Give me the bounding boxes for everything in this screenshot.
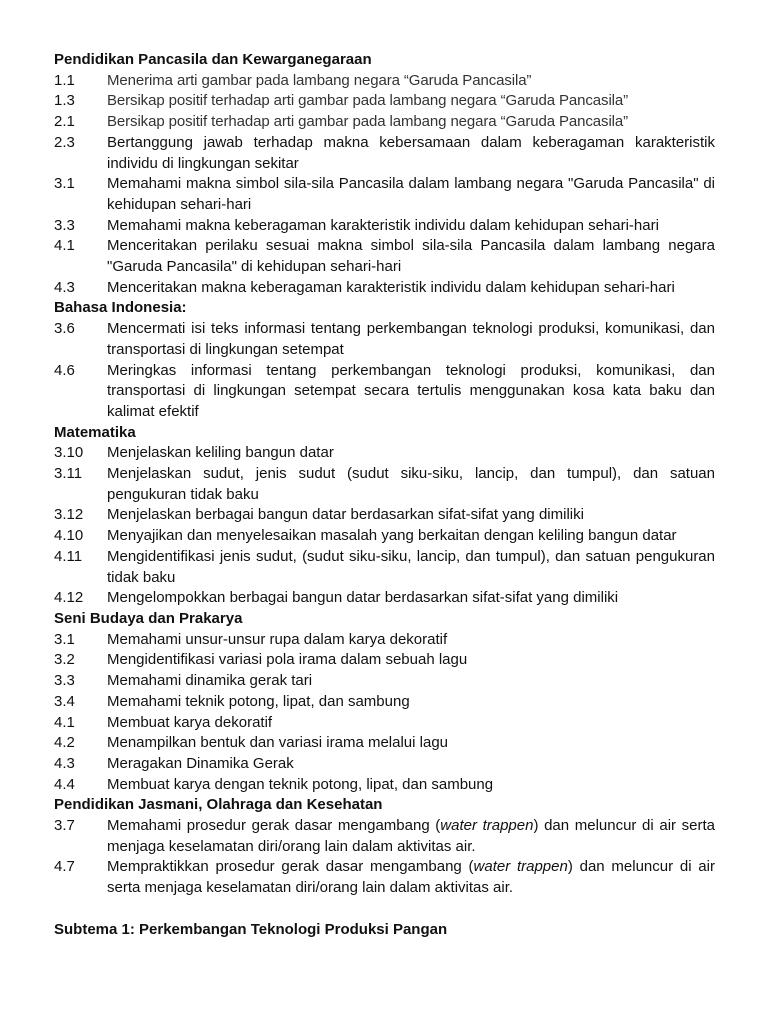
section-heading: Matematika: [54, 423, 136, 441]
subtheme-title: Subtema 1: Perkembangan Teknologi Produksi Pangan: [54, 920, 448, 938]
section-heading: Bahasa Indonesia:: [54, 299, 187, 317]
competency-text: Menerima arti gambar pada lambang negara “Garuda Pancasila”: [107, 71, 532, 89]
section: [54, 50, 715, 298]
italic-term: water trappen: [440, 817, 534, 835]
competency-text: Meringkas informasi tentang perkembangan teknologi produksi, komunikasi, dan transportasi di lingkungan setempat secara tertulis menggunakan kosa kata baku dan kalimat efektif: [107, 361, 715, 420]
competency-number: 3.4: [54, 692, 75, 710]
competency-item: [54, 816, 715, 857]
italic-term: water trappen: [473, 858, 568, 876]
competency-item: [54, 361, 715, 423]
competency-item: [54, 733, 715, 754]
competency-text: [107, 816, 715, 857]
competency-text: Memahami makna simbol sila-sila Pancasila dalam lambang negara "Garuda Pancasila" di kehidupan sehari-hari: [107, 175, 715, 213]
competency-item: [54, 630, 715, 651]
competency-item: [54, 216, 715, 237]
competency-item: [54, 692, 715, 713]
competency-number: 3.7: [54, 817, 75, 835]
competency-item: [54, 464, 715, 505]
competency-number: 4.1: [54, 237, 75, 255]
competency-text: Memahami teknik potong, lipat, dan sambung: [107, 692, 410, 710]
section: [54, 609, 715, 795]
competency-text: Menjelaskan sudut, jenis sudut (sudut siku-siku, lancip, dan tumpul), dan satuan pengukuran tidak baku: [107, 465, 715, 503]
section-heading: Pendidikan Pancasila dan Kewarganegaraan: [54, 51, 372, 68]
competency-number: 3.1: [54, 175, 75, 193]
competency-number: 4.1: [54, 713, 75, 731]
section-heading: Pendidikan Jasmani, Olahraga dan Kesehatan: [54, 796, 383, 814]
competency-number: 3.11: [54, 465, 83, 483]
competency-text: Meragakan Dinamika Gerak: [107, 754, 294, 772]
blank-line: [54, 899, 715, 920]
competency-item: [54, 754, 715, 775]
competency-text: Memahami makna keberagaman karakteristik individu dalam kehidupan sehari-hari: [107, 216, 659, 234]
competency-text: Mengelompokkan berbagai bangun datar berdasarkan sifat-sifat yang dimiliki: [107, 589, 619, 607]
competency-item: [54, 443, 715, 464]
competency-item: [54, 236, 715, 277]
competency-item: [54, 526, 715, 547]
competency-number: 3.12: [54, 506, 84, 524]
competency-item: [54, 505, 715, 526]
competency-number: 4.3: [54, 754, 75, 772]
competency-text: Menceritakan makna keberagaman karakteristik individu dalam kehidupan sehari-hari: [107, 278, 675, 296]
competency-item: [54, 650, 715, 671]
text-part: Mempraktikkan prosedur gerak dasar mengambang (: [107, 858, 474, 876]
text-part: Memahami prosedur gerak dasar mengambang (: [107, 817, 441, 835]
competency-text: Mengidentifikasi jenis sudut, (sudut siku-siku, lancip, dan tumpul), dan satuan pengukuran tidak baku: [107, 547, 715, 586]
competency-item: [54, 775, 715, 796]
competency-item: [54, 174, 715, 215]
competency-number: 3.3: [54, 672, 75, 690]
competency-text: [107, 857, 715, 898]
competency-number: 3.6: [54, 320, 75, 338]
competency-number: 2.1: [54, 113, 75, 131]
section: [54, 298, 715, 422]
competency-item: [54, 91, 715, 112]
competency-text: Menyajikan dan menyelesaikan masalah yang berkaitan dengan keliling bangun datar: [107, 527, 677, 545]
competency-item: [54, 133, 715, 174]
competency-text: Menjelaskan berbagai bangun datar berdasarkan sifat-sifat yang dimiliki: [107, 506, 584, 524]
section: [54, 423, 715, 609]
competency-item: [54, 547, 715, 588]
competency-text: Membuat karya dekoratif: [107, 713, 273, 731]
competency-item: [54, 671, 715, 692]
competency-text: Memahami dinamika gerak tari: [107, 672, 313, 690]
competency-number: 1.1: [54, 71, 75, 89]
competency-text: Mengidentifikasi variasi pola irama dalam sebuah lagu: [107, 651, 468, 669]
text-part: ) dan meluncur di air serta menjaga keselamatan diri/orang lain dalam aktivitas air.: [107, 817, 715, 855]
competency-number: 1.3: [54, 92, 75, 110]
competency-item: [54, 112, 715, 133]
competency-item: [54, 588, 715, 609]
competency-number: 3.10: [54, 444, 84, 462]
competency-number: 3.2: [54, 651, 75, 669]
competency-text: Menjelaskan keliling bangun datar: [107, 444, 334, 462]
competency-number: 4.3: [54, 278, 75, 296]
competency-text: Membuat karya dengan teknik potong, lipat, dan sambung: [107, 775, 494, 793]
competency-number: 4.6: [54, 361, 75, 379]
competency-number: 4.11: [54, 547, 83, 565]
section: [54, 795, 715, 899]
competency-number: 4.10: [54, 527, 84, 545]
competency-number: 2.3: [54, 133, 75, 151]
competency-text: Bertanggung jawab terhadap makna kebersamaan dalam keberagaman karakteristik individu di lingkungan sekitar: [107, 133, 715, 172]
competency-number: 4.12: [54, 589, 84, 607]
competency-text: Mencermati isi teks informasi tentang perkembangan teknologi produksi, komunikasi, dan transportasi di lingkungan setempat: [107, 320, 715, 358]
competency-number: 3.3: [54, 216, 75, 234]
section-heading: Seni Budaya dan Prakarya: [54, 609, 243, 627]
competency-item: [54, 857, 715, 898]
competency-text: Menampilkan bentuk dan variasi irama melalui lagu: [107, 734, 449, 752]
competency-item: [54, 319, 715, 360]
competency-number: 3.1: [54, 630, 75, 648]
text-part: ) dan meluncur di air serta menjaga keselamatan diri/orang lain dalam aktivitas air.: [107, 858, 715, 897]
competency-text: Bersikap positif terhadap arti gambar pada lambang negara “Garuda Pancasila”: [107, 113, 629, 131]
competency-item: [54, 713, 715, 734]
document-content: [54, 50, 715, 941]
competency-number: 4.2: [54, 734, 75, 752]
competency-number: 4.7: [54, 858, 75, 876]
competency-number: 4.4: [54, 775, 75, 793]
competency-text: Memahami unsur-unsur rupa dalam karya dekoratif: [107, 630, 448, 648]
competency-text: Bersikap positif terhadap arti gambar pada lambang negara “Garuda Pancasila”: [107, 92, 629, 110]
competency-item: [54, 278, 715, 299]
competency-text: Menceritakan perilaku sesuai makna simbol sila-sila Pancasila dalam lambang negara "Garuda Pancasila" di kehidupan sehari-hari: [107, 237, 715, 276]
competency-item: [54, 71, 715, 92]
